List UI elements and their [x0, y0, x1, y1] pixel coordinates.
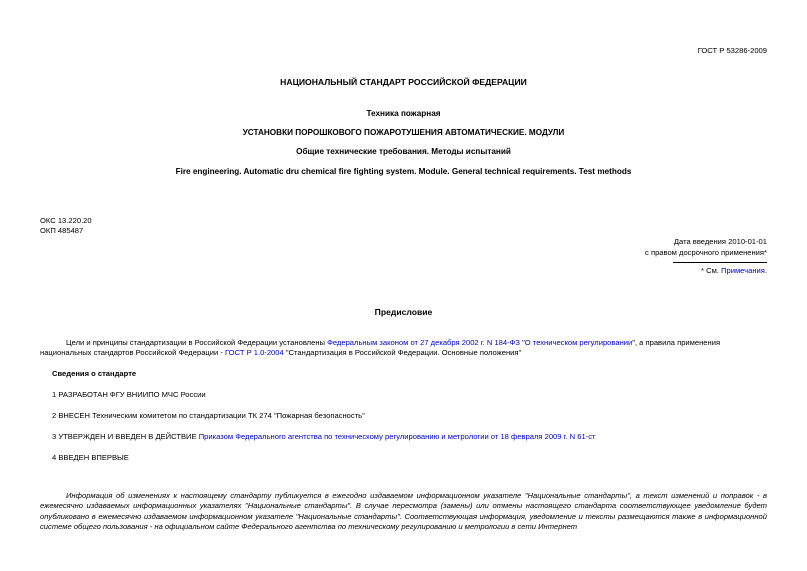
gost-number: ГОСТ Р 53286-2009 [697, 46, 767, 55]
rosstandart-order-link[interactable]: Приказом Федерального агентства по техническому регулированию и метрологии от 18 февраля 2009 г. N 61-ст [198, 432, 596, 441]
preface-text-2: " [519, 338, 525, 347]
footnote-suffix: . [764, 266, 767, 275]
document-title-english: Fire engineering. Automatic dru chemical fire fighting system. Module. General technical requirements. Test methods [175, 167, 632, 176]
info-item-2: 2 ВНЕСЕН Техническим комитетом по стандартизации ТК 274 "Пожарная безопасность" [52, 411, 365, 420]
document-title: УСТАНОВКИ ПОРОШКОВОГО ПОЖАРОТУШЕНИЯ АВТОМАТИЧЕСКИЕ. МОДУЛИ [242, 128, 565, 137]
footnote [701, 266, 767, 276]
standard-info-heading: Сведения о стандарте [52, 369, 137, 378]
preface-text-1: Цели и принципы стандартизации в Российской Федерации установлены [66, 338, 328, 347]
info-item-4: 4 ВВЕДЕН ВПЕРВЫЕ [52, 453, 129, 462]
footnote-rule [673, 262, 767, 263]
early-application-note: с правом досрочного применения* [645, 248, 767, 257]
info-item-3 [52, 432, 596, 442]
subject-heading: Техника пожарная [366, 109, 441, 118]
changes-notice: Информация об изменениях к настоящему стандарту публикуется в ежегодно издаваемом информационном указателе "Национальные стандарты", а текст изменений и поправок - в ежемесячно издаваемых информационных указателях "Национальные стандарты". В случае пересмотра (замены) или отмены настоящего стандарта соответствующее уведомление будет опубликовано в ежемесячно издаваемом информационном указателе "Национальные стандарты". Соответствующая информация, уведомление и тексты размещаются также в информационной системе общего пользования - на официальном сайте Федерального агентства по техническому регулированию и метрологии в сети Интернет [40, 491, 767, 531]
standard-type-heading: НАЦИОНАЛЬНЫЙ СТАНДАРТ РОССИЙСКОЙ ФЕДЕРАЦИИ [280, 77, 527, 87]
okp-code: ОКП 485487 [40, 226, 84, 235]
preface-text-3: ", а правила применения национальных стандартов Российской Федерации - [40, 338, 721, 358]
info-item-3-text: 3 УТВЕРЖДЕН И ВВЕДЕН В ДЕЙСТВИЕ [52, 432, 199, 441]
info-item-1: 1 РАЗРАБОТАН ФГУ ВНИИПО МЧС России [52, 390, 206, 399]
document-subtitle: Общие технические требования. Методы испытаний [296, 147, 511, 156]
technical-regulation-link[interactable]: О техническом регулировании [524, 338, 633, 347]
introduction-date: Дата введения 2010-01-01 [673, 237, 767, 246]
gost-r-1-0-link[interactable]: ГОСТ Р 1.0-2004 [225, 348, 284, 358]
footnote-prefix: * См. [701, 266, 719, 275]
preface-paragraph [40, 338, 767, 359]
preface-text-4: "Стандартизация в Российской Федерации. Основные положения" [283, 348, 522, 358]
federal-law-link[interactable]: Федеральным законом от 27 декабря 2002 г. N 184-ФЗ [327, 338, 520, 347]
preface-heading: Предисловие [374, 307, 433, 317]
oks-code: ОКС 13.220.20 [40, 216, 92, 225]
notes-link[interactable]: Примечания [721, 266, 765, 275]
